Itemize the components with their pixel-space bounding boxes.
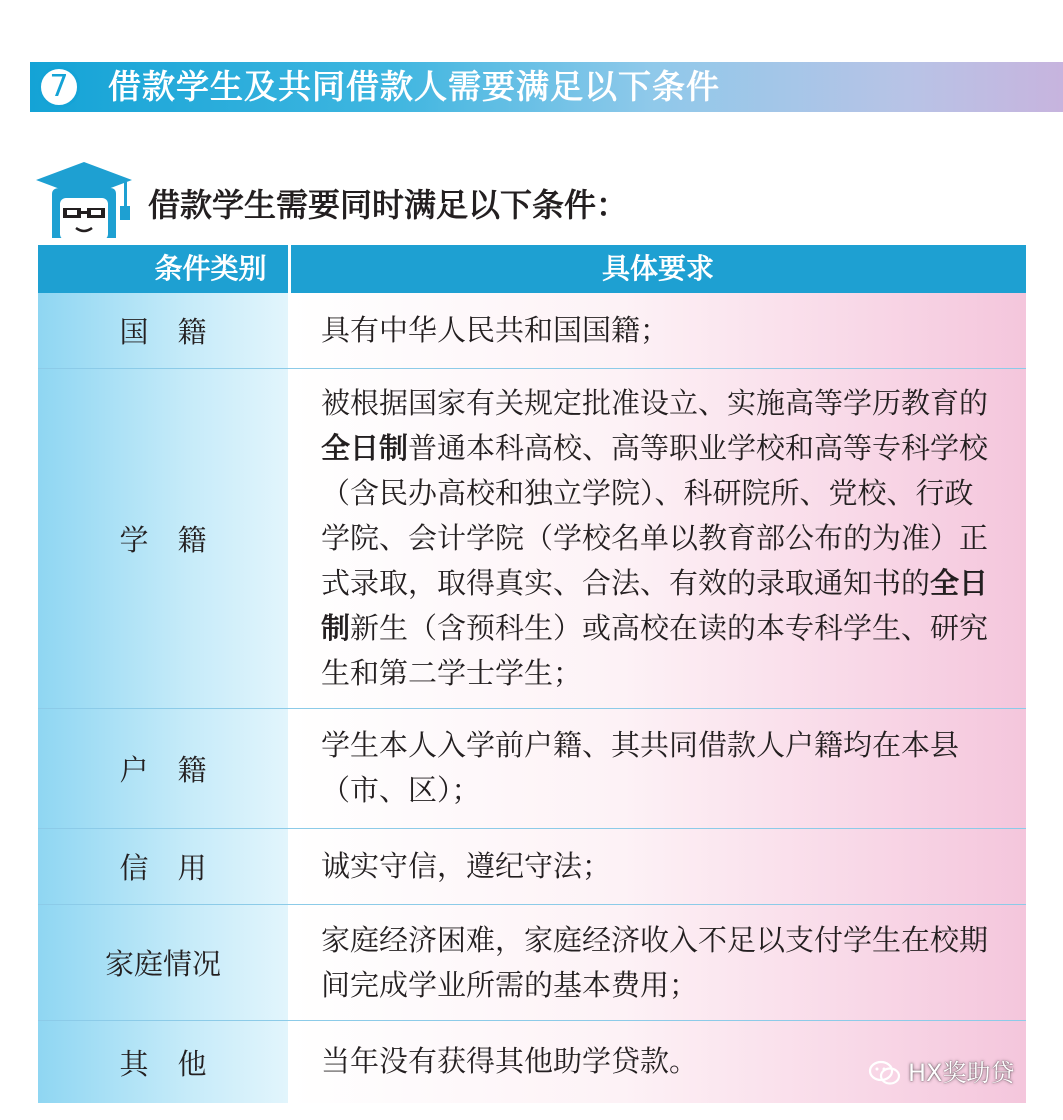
requirement-text: 新生（含预科生）或高校在读的本专科学生、研究生和第二学士学生； <box>321 611 989 690</box>
row-requirement: 诚实守信，遵纪守法； <box>321 849 612 883</box>
watermark <box>868 1058 1015 1088</box>
conditions-table <box>38 245 1026 1103</box>
wechat-icon <box>868 1060 902 1086</box>
requirement-text: 普通本科高校、高等职业学校和高等专科学校（含民办高校和独立学院）、科研院所、党校、行政学院、会计学院（学校名单以教育部公布的为准）正式录取，取得真实、合法、有效的录取通知书的 <box>321 431 989 600</box>
table-row <box>38 709 1026 828</box>
row-requirement: 家庭经济困难，家庭经济收入不足以支付学生在校期间完成学业所需的基本费用； <box>321 923 989 1002</box>
table-row <box>38 293 1026 368</box>
table-row <box>38 905 1026 1020</box>
row-category: 信 用 <box>119 851 207 885</box>
table-row <box>38 829 1026 904</box>
row-category: 户 籍 <box>119 753 207 787</box>
row-requirement: 具有中华人民共和国国籍； <box>321 313 670 347</box>
requirement-emphasis: 全日制 <box>321 431 409 465</box>
watermark-text: HX奖助贷 <box>908 1059 1015 1087</box>
row-requirement: 当年没有获得其他助学贷款。 <box>321 1044 699 1078</box>
table-body <box>38 293 1026 1103</box>
row-category: 家庭情况 <box>104 947 221 981</box>
row-requirement: 学生本人入学前户籍、其共同借款人户籍均在本县（市、区）； <box>321 728 960 807</box>
row-requirement <box>321 381 1001 696</box>
row-category: 学 籍 <box>119 523 207 557</box>
section-title: 借款学生及共同借款人需要满足以下条件 <box>108 67 720 106</box>
requirement-emphasis: 全日制 <box>321 566 989 645</box>
section-number-badge: 7 <box>38 66 80 108</box>
section-subtitle: 借款学生需要同时满足以下条件： <box>148 186 629 224</box>
row-category: 国 籍 <box>119 315 207 349</box>
table-header <box>38 245 1026 293</box>
column-header-category: 条件类别 <box>154 252 267 285</box>
row-category: 其 他 <box>119 1046 207 1081</box>
table-row <box>38 369 1026 708</box>
requirement-text: 被根据国家有关规定批准设立、实施高等学历教育的 <box>321 386 989 420</box>
column-header-requirement: 具体要求 <box>601 252 714 285</box>
